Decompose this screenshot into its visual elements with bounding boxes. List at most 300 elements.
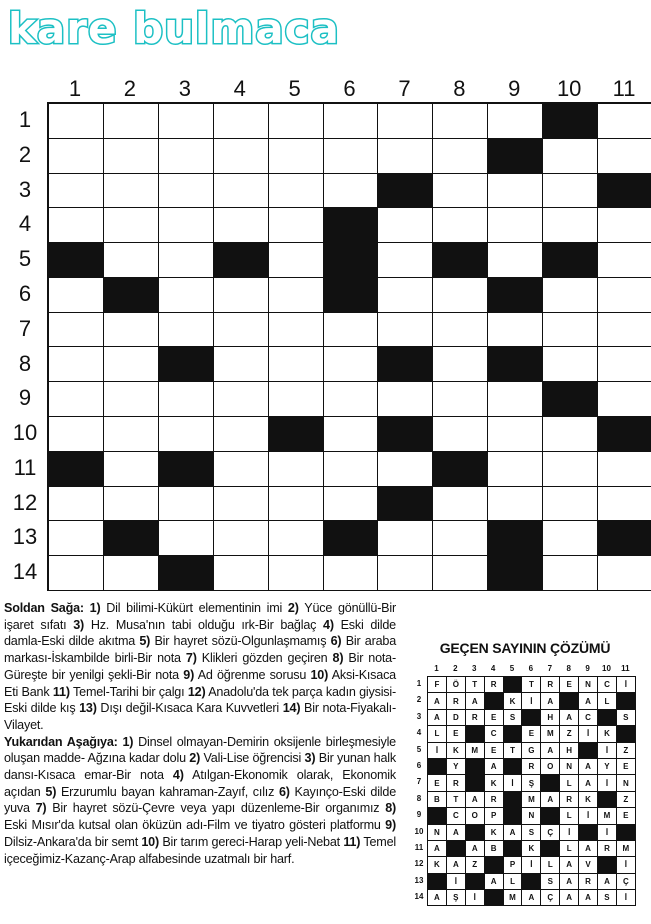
solution-letter: İ <box>617 890 636 906</box>
solution-letter: Ö <box>447 677 466 693</box>
row-number: 11 <box>13 454 37 480</box>
solution-letter: A <box>560 857 579 873</box>
black-cell <box>378 417 433 452</box>
solution-letter: O <box>541 759 560 775</box>
solution-black-cell <box>466 726 485 742</box>
solution-letter: A <box>579 693 598 709</box>
grid-cell[interactable] <box>104 243 159 278</box>
grid-cell[interactable] <box>214 104 269 139</box>
solution-black-cell <box>579 743 598 759</box>
grid-cell[interactable] <box>598 487 651 522</box>
black-cell <box>543 243 598 278</box>
clue-text: Temel-Tarihi bir çalgı <box>73 684 185 699</box>
row-number: 13 <box>12 524 38 550</box>
grid-cell[interactable] <box>269 208 324 243</box>
grid-cell[interactable] <box>324 382 379 417</box>
solution-letter: İ <box>579 808 598 824</box>
grid-cell[interactable] <box>49 382 104 417</box>
grid-cell[interactable] <box>214 521 269 556</box>
grid-cell[interactable] <box>49 208 104 243</box>
grid-cell[interactable] <box>433 382 488 417</box>
grid-cell[interactable] <box>324 313 379 348</box>
grid-cell[interactable] <box>49 104 104 139</box>
solution-letter: S <box>598 890 617 906</box>
grid-cell[interactable] <box>49 417 104 452</box>
solution-letter: İ <box>598 825 617 841</box>
clue-text: Erzurumlu bayan kahraman-Zayıf, cılız <box>60 784 275 799</box>
solution-letter: E <box>617 808 636 824</box>
grid-cell[interactable] <box>433 139 488 174</box>
grid-cell[interactable] <box>378 556 433 591</box>
solution-letter: İ <box>617 677 636 693</box>
solution-letter: Ç <box>541 890 560 906</box>
grid-cell[interactable] <box>324 417 379 452</box>
clue-number: 4) <box>323 617 334 632</box>
clue-text: Bir hayret sözü-Çevre veya yapı düzenleme-Bir organımız <box>52 801 380 816</box>
black-cell <box>488 278 543 313</box>
grid-cell[interactable] <box>598 104 651 139</box>
solution-black-cell <box>617 825 636 841</box>
solution-letter: A <box>466 841 485 857</box>
grid-cell[interactable] <box>378 278 433 313</box>
grid-cell[interactable] <box>378 313 433 348</box>
black-cell <box>488 347 543 382</box>
clue-text: Bir nota-Güreşte bir yenilgi şekli-Bir nota <box>4 651 396 682</box>
grid-cell[interactable] <box>104 313 159 348</box>
solution-row-number: 7 <box>416 777 422 787</box>
solution-letter: T <box>522 677 541 693</box>
grid-cell[interactable] <box>378 382 433 417</box>
grid-cell[interactable] <box>598 139 651 174</box>
grid-cell[interactable] <box>214 174 269 209</box>
grid-cell[interactable] <box>433 556 488 591</box>
solution-letter: M <box>617 841 636 857</box>
grid-cell[interactable] <box>598 382 651 417</box>
black-cell <box>598 417 651 452</box>
grid-cell[interactable] <box>104 487 159 522</box>
clue-number: 8) <box>385 801 396 816</box>
clue-number: 4) <box>172 768 184 783</box>
grid-cell[interactable] <box>378 452 433 487</box>
grid-cell[interactable] <box>104 417 159 452</box>
grid-cell[interactable] <box>324 452 379 487</box>
grid-cell[interactable] <box>159 139 214 174</box>
solution-letter: A <box>428 841 447 857</box>
grid-cell[interactable] <box>159 104 214 139</box>
grid-cell[interactable] <box>488 174 543 209</box>
grid-cell[interactable] <box>433 208 488 243</box>
grid-cell[interactable] <box>104 139 159 174</box>
clue-text: Bir nota-Fiyakalı-Vilayet. <box>4 701 396 732</box>
row-number: 8 <box>18 350 32 376</box>
solution-letter: C <box>447 808 466 824</box>
solution-column-number: 9 <box>585 664 590 673</box>
clue-text: Yüce gönüllü-Bir işaret sıfatı <box>4 601 396 632</box>
grid-cell[interactable] <box>433 521 488 556</box>
grid-cell[interactable] <box>598 243 651 278</box>
solution-letter: M <box>541 726 560 742</box>
black-cell <box>598 174 651 209</box>
clue-number: 11) <box>343 834 361 849</box>
column-number: 9 <box>508 76 521 101</box>
grid-cell[interactable] <box>104 104 159 139</box>
solution-title: GEÇEN SAYININ ÇÖZÜMÜ <box>439 640 611 656</box>
clue-number: 5) <box>139 634 151 649</box>
solution-row-number: 12 <box>414 859 424 869</box>
grid-cell[interactable] <box>488 487 543 522</box>
solution-letter: B <box>428 792 447 808</box>
solution-column-number: 6 <box>528 664 534 673</box>
grid-cell[interactable] <box>269 347 324 382</box>
grid-cell[interactable] <box>378 139 433 174</box>
solution-letter: Z <box>617 743 636 759</box>
solution-letter: L <box>428 726 447 742</box>
grid-cell[interactable] <box>543 417 598 452</box>
black-cell <box>378 347 433 382</box>
grid-cell[interactable] <box>488 452 543 487</box>
grid-cell[interactable] <box>104 556 159 591</box>
solution-letter: Y <box>447 759 466 775</box>
clue-text: Kayınço-Eski dilde yuva <box>4 784 396 816</box>
grid-cell[interactable] <box>488 417 543 452</box>
solution-letter: K <box>504 693 523 709</box>
grid-cell[interactable] <box>104 208 159 243</box>
clue-text: Temel içeceğimiz-Kazanç-Arap alfabesinde uzatmalı bir harf. <box>4 834 396 866</box>
solution-letter: N <box>617 775 636 791</box>
grid-cell[interactable] <box>543 313 598 348</box>
column-number: 3 <box>178 76 191 101</box>
solution-letter: Z <box>617 792 636 808</box>
black-cell <box>324 521 379 556</box>
solution-black-cell <box>598 792 617 808</box>
grid-cell[interactable] <box>49 487 104 522</box>
column-number: 6 <box>343 76 356 101</box>
solution-letter: A <box>504 825 523 841</box>
grid-cell[interactable] <box>433 417 488 452</box>
grid-cell[interactable] <box>104 382 159 417</box>
grid-cell[interactable] <box>49 139 104 174</box>
solution-black-cell <box>466 775 485 791</box>
grid-cell[interactable] <box>543 556 598 591</box>
solution-black-cell <box>466 825 485 841</box>
black-cell <box>543 104 598 139</box>
grid-cell[interactable] <box>433 278 488 313</box>
grid-cell[interactable] <box>488 382 543 417</box>
solution-column-number: 5 <box>509 664 515 673</box>
solution-letter: A <box>541 792 560 808</box>
column-number: 4 <box>233 76 246 101</box>
grid-cell[interactable] <box>543 139 598 174</box>
solution-black-cell <box>485 693 504 709</box>
solution-row-numbers <box>412 676 426 905</box>
solution-grid <box>427 676 636 906</box>
grid-cell[interactable] <box>543 347 598 382</box>
grid-cell[interactable] <box>433 487 488 522</box>
grid-cell[interactable] <box>598 208 651 243</box>
row-number: 1 <box>18 107 32 132</box>
grid-cell[interactable] <box>543 174 598 209</box>
grid-cell[interactable] <box>269 382 324 417</box>
column-number: 10 <box>556 76 582 101</box>
grid-cell[interactable] <box>214 313 269 348</box>
solution-letter: O <box>466 808 485 824</box>
solution-letter: N <box>579 677 598 693</box>
clue-text: Atılgan-Ekonomik olarak, Ekonomik açıdan <box>4 768 396 799</box>
grid-cell[interactable] <box>214 208 269 243</box>
grid-cell[interactable] <box>488 104 543 139</box>
grid-cell[interactable] <box>269 243 324 278</box>
solution-black-cell <box>428 874 447 890</box>
solution-letter: E <box>485 743 504 759</box>
clue-text: Ad öğrenme sorusu <box>197 667 307 682</box>
solution-letter: R <box>598 841 617 857</box>
grid-cell[interactable] <box>49 556 104 591</box>
grid-cell[interactable] <box>488 243 543 278</box>
grid-cell[interactable] <box>598 313 651 348</box>
black-cell <box>378 487 433 522</box>
grid-cell[interactable] <box>159 521 214 556</box>
row-number: 2 <box>18 141 32 167</box>
solution-letter: K <box>447 743 466 759</box>
solution-letter: İ <box>447 874 466 890</box>
grid-cell[interactable] <box>269 174 324 209</box>
solution-row-number: 10 <box>414 826 424 836</box>
grid-cell[interactable] <box>214 556 269 591</box>
solution-letter: H <box>541 710 560 726</box>
grid-cell[interactable] <box>433 347 488 382</box>
grid-cell[interactable] <box>269 139 324 174</box>
solution-letter: E <box>447 726 466 742</box>
grid-cell[interactable] <box>543 208 598 243</box>
clue-number: 9) <box>183 667 195 682</box>
grid-cell[interactable] <box>269 313 324 348</box>
clue-number: 5) <box>45 784 57 799</box>
grid-cell[interactable] <box>324 104 379 139</box>
grid-cell[interactable] <box>269 278 324 313</box>
row-number: 14 <box>12 559 38 585</box>
grid-cell[interactable] <box>324 347 379 382</box>
across-clues <box>4 600 396 734</box>
grid-cell[interactable] <box>104 347 159 382</box>
grid-cell[interactable] <box>269 487 324 522</box>
solution-letter: İ <box>522 857 541 873</box>
grid-cell[interactable] <box>214 278 269 313</box>
grid-cell[interactable] <box>159 417 214 452</box>
grid-cell[interactable] <box>159 313 214 348</box>
grid-cell[interactable] <box>324 139 379 174</box>
solution-black-cell <box>617 693 636 709</box>
grid-cell[interactable] <box>488 208 543 243</box>
solution-letter: M <box>466 743 485 759</box>
solution-letter: A <box>560 874 579 890</box>
solution-letter: K <box>428 857 447 873</box>
solution-letter: A <box>598 874 617 890</box>
solution-letter: L <box>560 775 579 791</box>
grid-cell[interactable] <box>598 347 651 382</box>
row-number: 7 <box>18 315 32 341</box>
black-cell <box>159 452 214 487</box>
solution-row-number: 3 <box>416 711 422 721</box>
solution-row-number: 4 <box>416 728 422 738</box>
grid-cell[interactable] <box>214 139 269 174</box>
solution-column-number: 4 <box>490 664 496 673</box>
solution-letter: K <box>522 841 541 857</box>
solution-black-cell <box>504 841 523 857</box>
grid-cell[interactable] <box>49 521 104 556</box>
grid-cell[interactable] <box>214 347 269 382</box>
black-cell <box>49 452 104 487</box>
clue-text: Dışı değil-Kısaca Kara Kuvvetleri <box>100 701 280 716</box>
grid-cell[interactable] <box>378 104 433 139</box>
grid-cell[interactable] <box>49 347 104 382</box>
solution-row-number: 13 <box>414 875 424 885</box>
clue-text: Hz. Musa'nın tabi olduğu ırk-Bir bağlaç <box>90 617 317 632</box>
solution-letter: T <box>447 792 466 808</box>
grid-cell[interactable] <box>159 487 214 522</box>
solution-black-cell <box>428 808 447 824</box>
solution-column-number: 11 <box>621 664 630 673</box>
grid-cell[interactable] <box>49 278 104 313</box>
clue-text: Klikleri gözden geçiren <box>201 651 328 666</box>
clue-number: 12) <box>187 684 206 699</box>
clue-number: 6) <box>330 634 342 649</box>
grid-cell[interactable] <box>214 487 269 522</box>
grid-cell[interactable] <box>159 382 214 417</box>
grid-cell[interactable] <box>378 243 433 278</box>
grid-cell[interactable] <box>104 452 159 487</box>
solution-letter: H <box>560 743 579 759</box>
black-cell <box>543 382 598 417</box>
grid-cell[interactable] <box>49 174 104 209</box>
row-number: 10 <box>12 420 38 446</box>
down-clues <box>4 734 396 868</box>
grid-cell[interactable] <box>159 174 214 209</box>
grid-cell[interactable] <box>104 174 159 209</box>
grid-cell[interactable] <box>269 556 324 591</box>
grid-cell[interactable] <box>433 174 488 209</box>
row-number: 12 <box>12 489 38 515</box>
grid-cell[interactable] <box>543 487 598 522</box>
solution-letter: G <box>522 743 541 759</box>
black-cell <box>324 278 379 313</box>
solution-letter: S <box>522 825 541 841</box>
clue-number: 7) <box>35 801 47 816</box>
solution-letter: İ <box>617 857 636 873</box>
solution-black-cell <box>598 710 617 726</box>
clue-number: 11) <box>52 684 70 699</box>
solution-letter: R <box>522 759 541 775</box>
solution-letter: İ <box>466 890 485 906</box>
grid-cell[interactable] <box>488 313 543 348</box>
solution-letter: F <box>428 677 447 693</box>
down-heading: Yukarıdan Aşağıya: <box>4 734 118 749</box>
solution-column-numbers <box>427 664 635 673</box>
grid-cell[interactable] <box>598 278 651 313</box>
clue-number: 9) <box>385 818 396 833</box>
column-number: 11 <box>612 76 636 101</box>
grid-cell[interactable] <box>598 452 651 487</box>
grid-cell[interactable] <box>543 278 598 313</box>
solution-letter: İ <box>428 743 447 759</box>
grid-cell[interactable] <box>49 313 104 348</box>
grid-cell[interactable] <box>269 452 324 487</box>
grid-cell[interactable] <box>159 208 214 243</box>
solution-letter: A <box>428 890 447 906</box>
grid-cell[interactable] <box>543 452 598 487</box>
solution-black-cell <box>579 825 598 841</box>
solution-column-number: 7 <box>547 664 553 673</box>
solution-letter: C <box>579 710 598 726</box>
solution-letter: A <box>428 693 447 709</box>
solution-letter: Ç <box>617 874 636 890</box>
solution-row-number: 14 <box>414 892 424 902</box>
row-number: 4 <box>18 211 32 237</box>
solution-letter: İ <box>522 693 541 709</box>
solution-letter: L <box>504 874 523 890</box>
solution-letter: E <box>560 677 579 693</box>
solution-letter: M <box>598 808 617 824</box>
clue-text: Dilsiz-Ankara'da bir semt <box>4 834 138 849</box>
clue-text: Dil bilimi-Kükürt elementinin imi <box>106 601 283 615</box>
black-cell <box>324 243 379 278</box>
solution-letter: T <box>466 677 485 693</box>
grid-cell[interactable] <box>378 521 433 556</box>
black-cell <box>433 452 488 487</box>
clue-number: 8) <box>332 651 344 666</box>
solution-letter: C <box>598 677 617 693</box>
grid-cell[interactable] <box>269 104 324 139</box>
solution-letter: V <box>579 857 598 873</box>
clue-text: Eski Mısır'da kutsal olan öküzün adı-Film ve tiyatro gösteri platformu <box>4 818 381 833</box>
page-title: kare bulmaca <box>8 4 340 53</box>
solution-row-number: 11 <box>414 842 424 852</box>
grid-cell[interactable] <box>378 208 433 243</box>
solution-letter: C <box>485 726 504 742</box>
solution-letter: R <box>485 677 504 693</box>
grid-cell[interactable] <box>269 521 324 556</box>
grid-cell[interactable] <box>324 174 379 209</box>
solution-letter: R <box>579 874 598 890</box>
solution-letter: R <box>447 775 466 791</box>
clue-number: 3) <box>304 751 316 766</box>
black-cell <box>488 139 543 174</box>
solution-row-number: 1 <box>416 679 422 688</box>
solution-letter: P <box>504 857 523 873</box>
column-number: 1 <box>68 76 82 101</box>
grid-cell[interactable] <box>598 556 651 591</box>
grid-cell[interactable] <box>159 243 214 278</box>
clue-text: Bir yunan halk dansı-Kısaca emar-Bir nota <box>4 751 396 783</box>
black-cell <box>324 208 379 243</box>
grid-cell[interactable] <box>214 417 269 452</box>
grid-cell[interactable] <box>214 452 269 487</box>
grid-cell[interactable] <box>324 487 379 522</box>
solution-black-cell <box>617 726 636 742</box>
crossword-grid <box>47 102 651 591</box>
grid-cell[interactable] <box>159 278 214 313</box>
clue-text: Bir hayret sözü-Olgunlaşmamış <box>154 634 327 649</box>
solution-letter: A <box>466 792 485 808</box>
grid-cell[interactable] <box>324 556 379 591</box>
grid-cell[interactable] <box>543 521 598 556</box>
solution-letter: N <box>560 759 579 775</box>
grid-cell[interactable] <box>214 382 269 417</box>
clue-text: Dinsel olmayan-Demirin oksijenle birleşmesiyle oluşan madde- Ağzına kadar dolu <box>4 734 396 766</box>
black-cell <box>49 243 104 278</box>
grid-cell[interactable] <box>433 313 488 348</box>
grid-cell[interactable] <box>433 104 488 139</box>
solution-row-number: 6 <box>416 760 422 770</box>
